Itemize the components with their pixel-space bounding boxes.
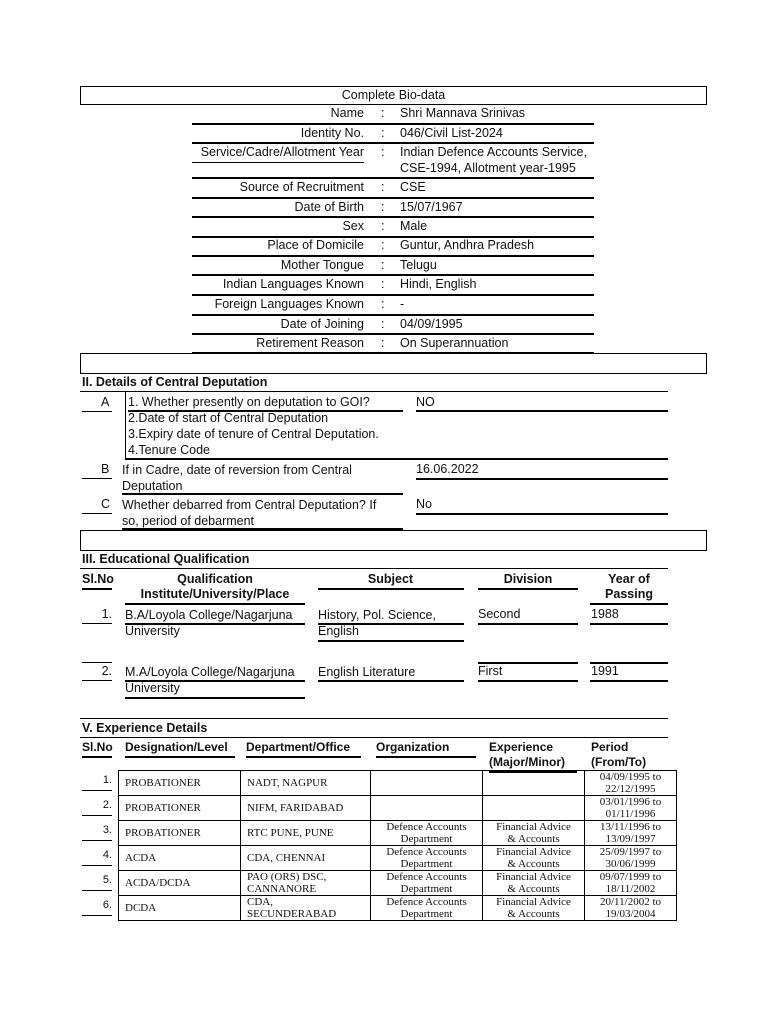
bio-label-indian-languages: Indian Languages Known xyxy=(222,277,364,291)
title-box xyxy=(80,86,707,105)
bio-colon: : xyxy=(381,219,385,233)
exp-org-line: Defence Accounts xyxy=(386,821,467,833)
bio-label-joining: Date of Joining xyxy=(280,317,364,331)
exp-period-from: 04/09/1995 to xyxy=(599,771,662,783)
exp-period-from: 13/11/1996 to xyxy=(599,821,661,833)
bio-label-mother-tongue: Mother Tongue xyxy=(280,258,364,272)
edu-row-1-q1: B.A/Loyola College/Nagarjuna xyxy=(125,608,293,622)
exp-org-line: Defence Accounts xyxy=(386,871,467,883)
divider-box xyxy=(80,353,707,374)
exp-period-from: 09/07/1999 to xyxy=(599,871,662,883)
deputation-b-question xyxy=(122,462,352,494)
edu-header-qual-1: Qualification xyxy=(177,572,253,586)
exp-header-experience xyxy=(489,740,565,770)
bio-colon: : xyxy=(381,277,385,291)
edu-header-qualification xyxy=(125,572,305,602)
exp-row-1-no: 1. xyxy=(102,774,112,786)
exp-row-2-designation: PROBATIONER xyxy=(119,796,241,821)
exp-row-1-experience xyxy=(483,771,585,796)
exp-type-line: & Accounts xyxy=(507,883,560,895)
edu-row-2-no: 2. xyxy=(101,664,112,678)
table-row xyxy=(119,871,677,896)
exp-row-6-no: 6. xyxy=(102,899,112,911)
bio-colon: : xyxy=(381,336,385,350)
exp-header-period xyxy=(591,740,646,770)
exp-type-line: Financial Advice xyxy=(496,871,571,883)
exp-org-line: Department xyxy=(400,908,453,920)
exp-header-slno: Sl.No xyxy=(82,740,113,754)
edu-row-2-q1: M.A/Loyola College/Nagarjuna xyxy=(125,665,295,679)
exp-header-period-2: (From/To) xyxy=(591,755,647,769)
exp-row-1-period xyxy=(585,771,677,796)
exp-period-to: 19/03/2004 xyxy=(605,908,656,920)
exp-row-6-period xyxy=(585,896,677,921)
bio-colon: : xyxy=(381,200,385,214)
bio-value-foreign-languages: - xyxy=(400,297,405,311)
exp-dept-line: CDA, xyxy=(247,896,273,908)
exp-row-3-designation: PROBATIONER xyxy=(119,821,241,846)
edu-row-2-q2: University xyxy=(125,681,180,695)
exp-header-department: Department/Office xyxy=(246,740,351,754)
exp-row-1-department xyxy=(241,771,371,796)
exp-dept-line: NIFM, FARIDABAD xyxy=(247,802,344,814)
bio-value-identity: 046/Civil List-2024 xyxy=(400,126,503,140)
deputation-a-line-3: 3.Expiry date of tenure of Central Deputation. xyxy=(128,427,379,441)
bio-label-foreign-languages: Foreign Languages Known xyxy=(214,297,364,311)
exp-row-3-department xyxy=(241,821,371,846)
bio-value-mother-tongue: Telugu xyxy=(400,258,437,272)
bio-label-domicile: Place of Domicile xyxy=(267,238,364,252)
exp-dept-line: CDA, CHENNAI xyxy=(247,852,326,864)
bio-value-domicile: Guntur, Andhra Pradesh xyxy=(400,238,535,252)
deputation-a-line-4: 4.Tenure Code xyxy=(128,443,211,457)
bio-label-recruitment: Source of Recruitment xyxy=(239,180,364,194)
exp-row-6-designation: DCDA xyxy=(119,896,241,921)
bio-value-joining: 04/09/1995 xyxy=(400,317,463,331)
exp-row-5-department xyxy=(241,871,371,896)
edu-row-1-no: 1. xyxy=(101,607,112,621)
exp-row-2-organization xyxy=(371,796,483,821)
exp-row-5-organization xyxy=(371,871,483,896)
edu-header-subject: Subject xyxy=(367,572,414,586)
bio-colon: : xyxy=(381,258,385,272)
bio-value-service-2: CSE-1994, Allotment year-1995 xyxy=(400,161,576,175)
exp-row-3-organization xyxy=(371,821,483,846)
exp-row-1-organization xyxy=(371,771,483,796)
bio-colon: : xyxy=(381,145,385,159)
deputation-key-b: B xyxy=(101,462,110,476)
exp-header-period-1: Period xyxy=(591,740,629,754)
edu-row-2-subject xyxy=(318,664,415,680)
exp-row-3-period xyxy=(585,821,677,846)
exp-type-line: Financial Advice xyxy=(496,821,571,833)
exp-row-2-experience xyxy=(483,796,585,821)
exp-org-line: Department xyxy=(400,883,453,895)
exp-row-4-designation: ACDA xyxy=(119,846,241,871)
exp-period-to: 13/09/1997 xyxy=(605,833,656,845)
exp-type-line: & Accounts xyxy=(507,833,560,845)
bio-value-sex: Male xyxy=(400,219,428,233)
exp-type-line: & Accounts xyxy=(507,858,560,870)
exp-dept-line: SECUNDERABAD xyxy=(247,908,337,920)
deputation-c-line-2: so, period of debarment xyxy=(122,514,255,528)
deputation-c-value: No xyxy=(416,497,432,511)
exp-row-2-department xyxy=(241,796,371,821)
exp-row-4-no: 4. xyxy=(102,849,112,861)
edu-row-2-year: 1991 xyxy=(591,664,619,678)
exp-dept-line: RTC PUNE, PUNE xyxy=(247,827,334,839)
bio-colon: : xyxy=(381,317,385,331)
exp-row-6-department xyxy=(241,896,371,921)
edu-row-2-division: First xyxy=(478,664,503,678)
exp-org-line: Department xyxy=(400,858,453,870)
edu-header-qual-2: Institute/University/Place xyxy=(140,587,290,601)
exp-header-designation: Designation/Level xyxy=(125,740,228,754)
table-row xyxy=(119,771,677,796)
edu-header-year-2: Passing xyxy=(605,587,653,601)
exp-type-line: Financial Advice xyxy=(496,896,571,908)
exp-row-6-experience xyxy=(483,896,585,921)
exp-header-exp-2: (Major/Minor) xyxy=(489,755,565,769)
table-row xyxy=(119,796,677,821)
bio-colon: : xyxy=(381,106,385,120)
exp-row-3-no: 3. xyxy=(102,824,112,836)
edu-header-division: Division xyxy=(503,572,553,586)
edu-row-1-year: 1988 xyxy=(591,607,619,621)
exp-row-3-experience xyxy=(483,821,585,846)
deputation-a-value: NO xyxy=(416,395,435,409)
exp-header-organization: Organization xyxy=(376,740,450,754)
bio-value-dob: 15/07/1967 xyxy=(400,200,463,214)
deputation-key-a: A xyxy=(101,395,110,409)
exp-period-to: 22/12/1995 xyxy=(605,783,656,795)
exp-type-line: & Accounts xyxy=(507,908,560,920)
exp-dept-line: NADT, NAGPUR xyxy=(247,777,328,789)
exp-period-to: 18/11/2002 xyxy=(605,883,656,895)
bio-value-service-1: Indian Defence Accounts Service, xyxy=(400,145,587,159)
bio-label-service: Service/Cadre/Allotment Year xyxy=(200,145,364,159)
exp-row-6-organization xyxy=(371,896,483,921)
exp-row-5-experience xyxy=(483,871,585,896)
bio-label-identity: Identity No. xyxy=(300,126,364,140)
exp-dept-line: PAO (ORS) DSC, xyxy=(247,871,327,883)
exp-period-to: 30/06/1999 xyxy=(605,858,656,870)
deputation-key-c: C xyxy=(101,497,111,511)
deputation-b-line-1: If in Cadre, date of reversion from Central xyxy=(122,463,352,477)
edu-row-1-s2: English xyxy=(318,624,359,638)
bio-colon: : xyxy=(381,297,385,311)
edu-row-2-s1: English Literature xyxy=(318,665,416,679)
exp-period-from: 20/11/2002 to xyxy=(599,896,661,908)
exp-row-2-no: 2. xyxy=(102,799,112,811)
experience-table xyxy=(118,770,677,921)
deputation-a-line-1: 1. Whether presently on deputation to GOI? xyxy=(128,395,370,409)
exp-row-4-period xyxy=(585,846,677,871)
table-row xyxy=(119,846,677,871)
experience-heading: V. Experience Details xyxy=(82,721,208,735)
edu-header-slno: Sl.No xyxy=(82,572,114,586)
exp-row-4-department xyxy=(241,846,371,871)
exp-dept-line: CANNANORE xyxy=(247,883,317,895)
deputation-a-questions xyxy=(128,394,379,458)
bio-colon: : xyxy=(381,238,385,252)
exp-org-line: Defence Accounts xyxy=(386,846,467,858)
exp-header-exp-1: Experience xyxy=(489,740,554,754)
exp-row-1-designation: PROBATIONER xyxy=(119,771,241,796)
exp-row-5-designation: ACDA/DCDA xyxy=(119,871,241,896)
exp-org-line: Defence Accounts xyxy=(386,896,467,908)
deputation-a-line-2: 2.Date of start of Central Deputation xyxy=(128,411,329,425)
bio-value-recruitment: CSE xyxy=(400,180,426,194)
edu-row-1-q2: University xyxy=(125,624,180,638)
exp-period-from: 03/01/1996 to xyxy=(599,796,662,808)
bio-colon: : xyxy=(381,126,385,140)
page-title: Complete Bio-data xyxy=(341,88,446,102)
divider-box xyxy=(80,530,707,551)
edu-header-year-1: Year of xyxy=(608,572,650,586)
education-heading: III. Educational Qualification xyxy=(82,552,250,566)
exp-row-4-experience xyxy=(483,846,585,871)
deputation-c-question xyxy=(122,497,376,529)
table-row xyxy=(119,821,677,846)
edu-row-1-division: Second xyxy=(478,607,521,621)
edu-row-1-s1: History, Pol. Science, xyxy=(318,608,436,622)
deputation-b-line-2: Deputation xyxy=(122,479,183,493)
exp-type-line: Financial Advice xyxy=(496,846,571,858)
deputation-c-line-1: Whether debarred from Central Deputation? If xyxy=(122,498,377,512)
deputation-b-value: 16.06.2022 xyxy=(416,462,479,476)
bio-label-sex: Sex xyxy=(342,219,364,233)
exp-row-5-no: 5. xyxy=(102,874,112,886)
exp-row-2-period xyxy=(585,796,677,821)
exp-row-5-period xyxy=(585,871,677,896)
bio-label-dob: Date of Birth xyxy=(294,200,364,214)
bio-value-retirement: On Superannuation xyxy=(400,336,509,350)
exp-period-to: 01/11/1996 xyxy=(605,808,656,820)
exp-period-from: 25/09/1997 to xyxy=(599,846,662,858)
edu-header-year xyxy=(590,572,668,602)
bio-label-retirement: Retirement Reason xyxy=(256,336,364,350)
exp-row-4-organization xyxy=(371,846,483,871)
deputation-heading: II. Details of Central Deputation xyxy=(82,375,268,389)
table-row xyxy=(119,896,677,921)
bio-colon: : xyxy=(381,180,385,194)
exp-org-line: Department xyxy=(400,833,453,845)
bio-value-indian-languages: Hindi, English xyxy=(400,277,477,291)
bio-value-name: Shri Mannava Srinivas xyxy=(400,106,526,120)
bio-label-name: Name xyxy=(330,106,364,120)
